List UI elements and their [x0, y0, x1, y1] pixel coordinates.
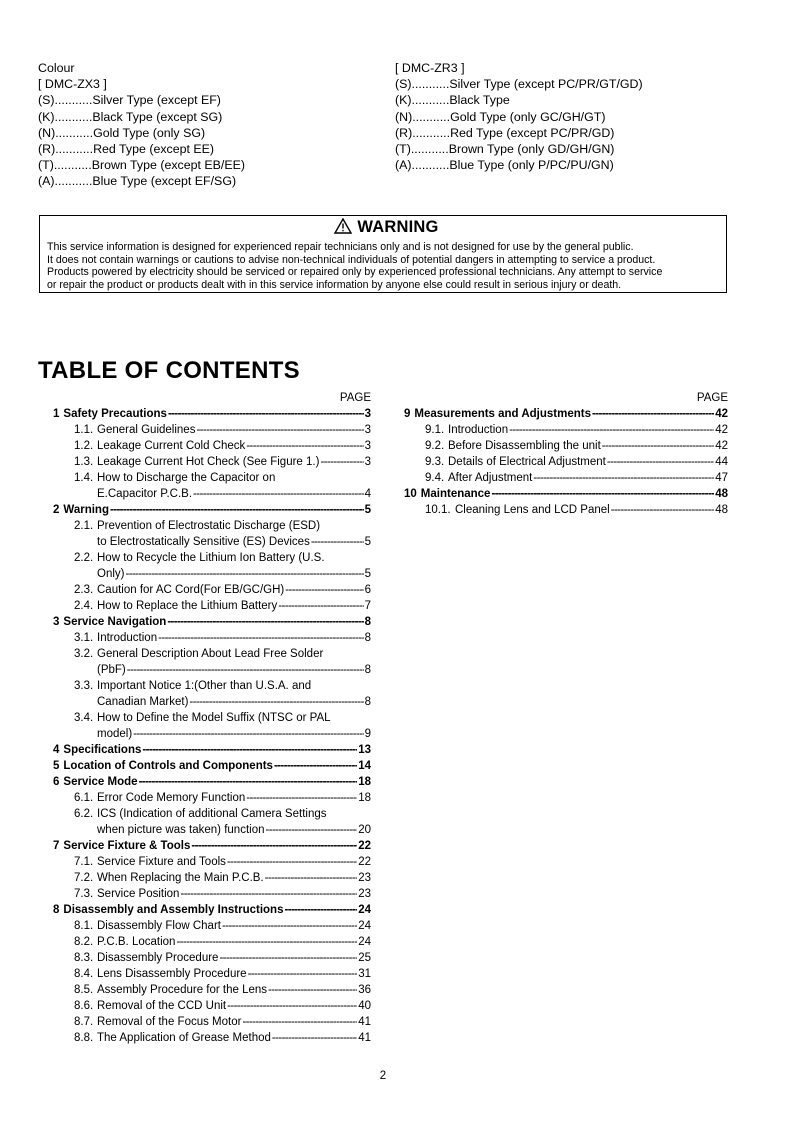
toc-entry-number: 2 [53, 504, 60, 516]
toc-entry-page: 23 [358, 888, 371, 900]
toc-entry-title: Service Mode [63, 776, 138, 788]
toc-entry-page: 4 [364, 488, 371, 500]
dot-leader [222, 918, 357, 934]
colour-list-zr3 [395, 60, 643, 173]
toc-entry-line [74, 646, 371, 662]
dot-leader [167, 614, 363, 630]
toc-entry-page: 20 [358, 824, 371, 836]
toc-entry-page: 42 [715, 408, 728, 420]
toc-entry-title-cont: model) [97, 728, 133, 740]
toc-entry-number: 8.2. [74, 936, 94, 948]
toc-entry-page: 24 [358, 904, 371, 916]
toc-entry-page: 8 [364, 696, 371, 708]
toc-entry-title-cont: Only) [97, 568, 125, 580]
dot-leader [196, 422, 363, 438]
toc-entry[interactable] [53, 950, 371, 966]
toc-entry-number: 7.3. [74, 888, 94, 900]
toc-entry-line [74, 550, 371, 566]
toc-entry-page: 42 [715, 440, 728, 452]
dot-leader [133, 726, 363, 742]
toc-entry-page: 22 [358, 856, 371, 868]
toc-column-right [404, 390, 728, 518]
toc-entry-number: 10.1. [425, 504, 451, 516]
toc-entry-number: 7.1. [74, 856, 94, 868]
toc-entry-number: 2.3. [74, 584, 94, 596]
toc-entry-page: 40 [358, 1000, 371, 1012]
toc-entry-line [74, 678, 371, 694]
toc-entry-title: ICS (Indication of additional Camera Settings [97, 808, 327, 820]
colour-line: (A)...........Blue Type (only P/PC/PU/GN) [395, 158, 614, 173]
toc-entry-number: 1.3. [74, 456, 94, 468]
dot-leader [158, 630, 363, 646]
toc-entry-number: 2.1. [74, 520, 94, 532]
toc-entry[interactable] [53, 742, 371, 758]
colour-line: (T)...........Brown Type (except EB/EE) [38, 158, 246, 173]
toc-entry-title: Disassembly Flow Chart [97, 920, 221, 932]
toc-entry-number: 3 [53, 616, 60, 628]
toc-entry-line [74, 694, 371, 710]
toc-entry-number: 8.6. [74, 1000, 94, 1012]
warning-title [47, 218, 726, 238]
dot-leader [191, 838, 357, 854]
toc-entry[interactable] [53, 502, 371, 518]
toc-entry-page: 18 [358, 792, 371, 804]
dot-leader [265, 870, 358, 886]
toc-entry-number: 2.2. [74, 552, 94, 564]
toc-entry-title: Cleaning Lens and LCD Panel [455, 504, 610, 516]
dot-leader [602, 438, 714, 454]
toc-entry-number: 9 [404, 408, 411, 420]
toc-entry-number: 5 [53, 760, 60, 772]
toc-entry-title: Service Position [97, 888, 180, 900]
toc-entry[interactable] [53, 838, 371, 854]
toc-entry-number: 1.4. [74, 472, 94, 484]
toc-entry-title: Location of Controls and Components [63, 760, 273, 772]
toc-entry-title: Assembly Procedure for the Lens [97, 984, 268, 996]
toc-entry-title: Removal of the Focus Motor [97, 1016, 242, 1028]
toc-entry[interactable] [53, 470, 371, 502]
toc-entry-page: 5 [364, 504, 371, 516]
colour-line: (T)...........Brown Type (only GD/GH/GN) [395, 142, 615, 157]
warning-title-text: WARNING [357, 218, 439, 236]
toc-entry-title: Disassembly Procedure [97, 952, 219, 964]
toc-entry-title: Important Notice 1:(Other than U.S.A. and [97, 680, 312, 692]
toc-entry-page: 47 [715, 472, 728, 484]
toc-entry-title: Leakage Current Hot Check (See Figure 1.) [97, 456, 320, 468]
toc-entry-title-cont: (PbF) [97, 664, 126, 676]
toc-entry-title: Lens Disassembly Procedure [97, 968, 247, 980]
toc-entry[interactable] [404, 422, 728, 438]
toc-entry-number: 9.4. [425, 472, 445, 484]
dot-leader [248, 966, 358, 982]
toc-entry-page: 3 [364, 424, 371, 436]
toc-entry-title: General Description About Lead Free Solder [97, 648, 324, 660]
toc-entry-page: 48 [715, 488, 728, 500]
toc-entry-title: Warning [63, 504, 109, 516]
toc-entry-number: 6 [53, 776, 60, 788]
toc-entry[interactable] [404, 406, 728, 422]
warning-text: or repair the product or products dealt with in this service information by anyone else could result in serious injury or death. [47, 278, 622, 291]
dot-leader [142, 742, 357, 758]
toc-entry-title-cont: E.Capacitor P.C.B. [97, 488, 193, 500]
toc-entry-page: 7 [364, 600, 371, 612]
toc-entry-number: 6.1. [74, 792, 94, 804]
toc-entry[interactable] [53, 966, 371, 982]
dot-leader [320, 454, 363, 470]
model-label: [ DMC-ZR3 ] [395, 61, 465, 75]
toc-entry-page: 13 [358, 744, 371, 756]
toc-entry-number: 9.1. [425, 424, 445, 436]
toc-entry-page: 5 [364, 568, 371, 580]
toc-entry-title: Caution for AC Cord(For EB/GC/GH) [97, 584, 285, 596]
toc-entry-page: 22 [358, 840, 371, 852]
toc-entry[interactable] [53, 902, 371, 918]
toc-entry-page: 14 [358, 760, 371, 772]
toc-entry-number: 6.2. [74, 808, 94, 820]
toc-entry-number: 8.8. [74, 1032, 94, 1044]
toc-entry[interactable] [53, 438, 371, 454]
toc-entry-number: 1 [53, 408, 60, 420]
toc-entry-title: Service Navigation [63, 616, 167, 628]
toc-entry-number: 10 [404, 488, 417, 500]
toc-entry[interactable] [404, 486, 728, 502]
toc-entry-title: Before Disassembling the unit [448, 440, 601, 452]
toc-entry[interactable] [53, 1014, 371, 1030]
dot-leader [265, 822, 357, 838]
dot-leader [284, 902, 357, 918]
colour-line: (R)...........Red Type (except EE) [38, 142, 215, 157]
toc-entry-title: Prevention of Electrostatic Discharge (ESD) [97, 520, 321, 532]
toc-entry-title: Introduction [97, 632, 158, 644]
toc-entry[interactable] [53, 758, 371, 774]
toc-entry-title: Service Fixture and Tools [97, 856, 226, 868]
toc-entry-title-cont: when picture was taken) function [97, 824, 265, 836]
toc-entry-number: 9.2. [425, 440, 445, 452]
dot-leader [509, 422, 714, 438]
toc-entry[interactable] [53, 630, 371, 646]
dot-leader [592, 406, 714, 422]
dot-leader [180, 886, 357, 902]
toc-entry-page: 9 [364, 728, 371, 740]
page-column-label: PAGE [339, 392, 371, 404]
warning-text: Products powered by electricity should be serviced or repaired only by experienced professional technicians. Any attempt to service [47, 266, 663, 279]
dot-leader [607, 454, 714, 470]
colour-line: (A)...........Blue Type (except EF/SG) [38, 174, 237, 189]
dot-leader [176, 934, 357, 950]
toc-entry-number: 1.2. [74, 440, 94, 452]
toc-entry-page: 8 [364, 632, 371, 644]
toc-entry-number: 9.3. [425, 456, 445, 468]
toc-entry[interactable] [53, 646, 371, 678]
colour-line: (K)...........Black Type (except SG) [38, 109, 223, 124]
toc-entry-page: 5 [364, 536, 371, 548]
toc-entry-page: 8 [364, 664, 371, 676]
dot-leader [246, 790, 357, 806]
toc-entry-title: The Application of Grease Method [97, 1032, 271, 1044]
toc-entry-number: 8.1. [74, 920, 94, 932]
toc-entry-title-cont: Canadian Market) [97, 696, 189, 708]
dot-leader [246, 438, 363, 454]
toc-entry[interactable] [53, 422, 371, 438]
toc-entry-title-cont: to Electrostatically Sensitive (ES) Devices [97, 536, 310, 548]
toc-entry[interactable] [53, 998, 371, 1014]
toc-entry-page: 3 [364, 456, 371, 468]
toc-entry[interactable] [53, 934, 371, 950]
toc-entry-page: 24 [358, 920, 371, 932]
toc-entry-title: Maintenance [420, 488, 491, 500]
toc-entry[interactable] [53, 982, 371, 998]
toc-entry-line [74, 710, 371, 726]
toc-entry-line [74, 806, 371, 822]
toc-entry[interactable] [53, 710, 371, 742]
toc-entry[interactable] [53, 614, 371, 630]
toc-entry-page: 18 [358, 776, 371, 788]
toc-entry[interactable] [53, 886, 371, 902]
page-column-label: PAGE [696, 392, 728, 404]
toc-column-left [53, 390, 371, 1046]
dot-leader [125, 566, 363, 582]
toc-entry[interactable] [53, 854, 371, 870]
toc-entry-number: 2.4. [74, 600, 94, 612]
toc-entry-title: P.C.B. Location [97, 936, 176, 948]
toc-entry-line [74, 726, 371, 742]
toc-entry-title: Introduction [448, 424, 509, 436]
toc-entry-number: 4 [53, 744, 60, 756]
toc-entry-page: 41 [358, 1032, 371, 1044]
toc-entry-number: 3.4. [74, 712, 94, 724]
colour-list-zx3 [38, 60, 245, 190]
toc-entry-page: 25 [358, 952, 371, 964]
toc-entry[interactable] [53, 790, 371, 806]
toc-entry-number: 3.1. [74, 632, 94, 644]
dot-leader [278, 598, 363, 614]
toc-entry-title: Details of Electrical Adjustment [448, 456, 606, 468]
colour-line: (S)...........Silver Type (except EF) [38, 93, 221, 108]
toc-entry-number: 3.3. [74, 680, 94, 692]
toc-entry-number: 3.2. [74, 648, 94, 660]
toc-title: TABLE OF CONTENTS [38, 357, 300, 384]
toc-entry-title: How to Define the Model Suffix (NTSC or PAL [97, 712, 331, 724]
dot-leader [272, 1030, 357, 1046]
colour-line: (S)...........Silver Type (except PC/PR/GT/GD) [395, 77, 643, 92]
dot-leader [139, 774, 358, 790]
toc-entry[interactable] [53, 518, 371, 550]
toc-entry-title: Error Code Memory Function [97, 792, 246, 804]
toc-entry-line [74, 518, 371, 534]
toc-entry-title: Measurements and Adjustments [414, 408, 591, 420]
toc-entry-number: 7 [53, 840, 60, 852]
dot-leader [193, 486, 364, 502]
dot-leader [227, 998, 357, 1014]
toc-entry-title: Specifications [63, 744, 142, 756]
toc-entry[interactable] [53, 918, 371, 934]
toc-entry-title: After Adjustment [448, 472, 533, 484]
warning-text: It does not contain warnings or cautions to advise non-technical individuals of potential dangers in attempting to service a product. [47, 253, 656, 266]
toc-entry-number: 8 [53, 904, 60, 916]
toc-entry[interactable] [53, 582, 371, 598]
dot-leader [219, 950, 357, 966]
toc-entry-number: 8.5. [74, 984, 94, 996]
toc-entry-title: Removal of the CCD Unit [97, 1000, 227, 1012]
warning-box [39, 215, 727, 293]
toc-entry-title: General Guidelines [97, 424, 196, 436]
toc-entry-title: Safety Precautions [63, 408, 167, 420]
toc-entry-title: How to Replace the Lithium Battery [97, 600, 278, 612]
toc-entry-page: 36 [358, 984, 371, 996]
toc-entry-number: 8.4. [74, 968, 94, 980]
toc-entry[interactable] [404, 470, 728, 486]
dot-leader [227, 854, 357, 870]
toc-entry-title: How to Discharge the Capacitor on [97, 472, 276, 484]
toc-entry[interactable] [53, 806, 371, 838]
toc-entry[interactable] [404, 502, 728, 518]
toc-entry[interactable] [53, 406, 371, 422]
toc-entry-title: Leakage Current Cold Check [97, 440, 246, 452]
warning-text: This service information is designed for experienced repair technicians only and is not designed for use by the general public. [47, 241, 634, 253]
toc-entry-page: 48 [715, 504, 728, 516]
toc-entry-number: 7.2. [74, 872, 94, 884]
toc-entry-page: 3 [364, 408, 371, 420]
toc-entry-page: 42 [715, 424, 728, 436]
colour-line: (K)...........Black Type [395, 93, 510, 108]
dot-leader [189, 694, 363, 710]
warning-triangle-icon [334, 218, 352, 238]
toc-entry[interactable] [53, 774, 371, 790]
toc-entry-page: 6 [364, 584, 371, 596]
dot-leader [611, 502, 714, 518]
toc-entry[interactable] [53, 678, 371, 710]
toc-entry-page: 24 [358, 936, 371, 948]
toc-entry-line [74, 534, 371, 550]
toc-entry-title: Disassembly and Assembly Instructions [63, 904, 284, 916]
colour-line: (N)...........Gold Type (only SG) [38, 125, 206, 140]
dot-leader [491, 486, 714, 502]
dot-leader [274, 758, 357, 774]
toc-entry-page: 41 [358, 1016, 371, 1028]
colour-heading: Colour [38, 61, 75, 75]
toc-entry-title: When Replacing the Main P.C.B. [97, 872, 264, 884]
dot-leader [285, 582, 363, 598]
toc-entry[interactable] [404, 454, 728, 470]
toc-entry[interactable] [53, 454, 371, 470]
dot-leader [533, 470, 714, 486]
toc-entry-line [74, 566, 371, 582]
toc-entry[interactable] [53, 598, 371, 614]
toc-entry-line [74, 822, 371, 838]
toc-entry-line [74, 486, 371, 502]
dot-leader [311, 534, 364, 550]
colour-line: (R)...........Red Type (except PC/PR/GD) [395, 125, 615, 140]
dot-leader [168, 406, 364, 422]
toc-entry-page: 31 [358, 968, 371, 980]
toc-entry-title: Service Fixture & Tools [63, 840, 191, 852]
toc-entry-line [74, 470, 371, 486]
dot-leader [127, 662, 364, 678]
toc-entry[interactable] [53, 870, 371, 886]
toc-entry-number: 8.3. [74, 952, 94, 964]
dot-leader [242, 1014, 357, 1030]
toc-entry-number: 8.7. [74, 1016, 94, 1028]
toc-entry-page: 44 [715, 456, 728, 468]
dot-leader [268, 982, 357, 998]
toc-entry[interactable] [53, 550, 371, 582]
toc-entry-number: 1.1. [74, 424, 94, 436]
toc-entry-page: 3 [364, 440, 371, 452]
toc-entry-title: How to Recycle the Lithium Ion Battery (U.S. [97, 552, 325, 564]
toc-entry-line [74, 662, 371, 678]
model-label: [ DMC-ZX3 ] [38, 77, 107, 92]
dot-leader [110, 502, 364, 518]
toc-entry-page: 23 [358, 872, 371, 884]
toc-entry-page: 8 [364, 616, 371, 628]
toc-entry[interactable] [404, 438, 728, 454]
toc-entry[interactable] [53, 1030, 371, 1046]
page-number: 2 [379, 1070, 387, 1082]
colour-line: (N)...........Gold Type (only GC/GH/GT) [395, 109, 606, 124]
